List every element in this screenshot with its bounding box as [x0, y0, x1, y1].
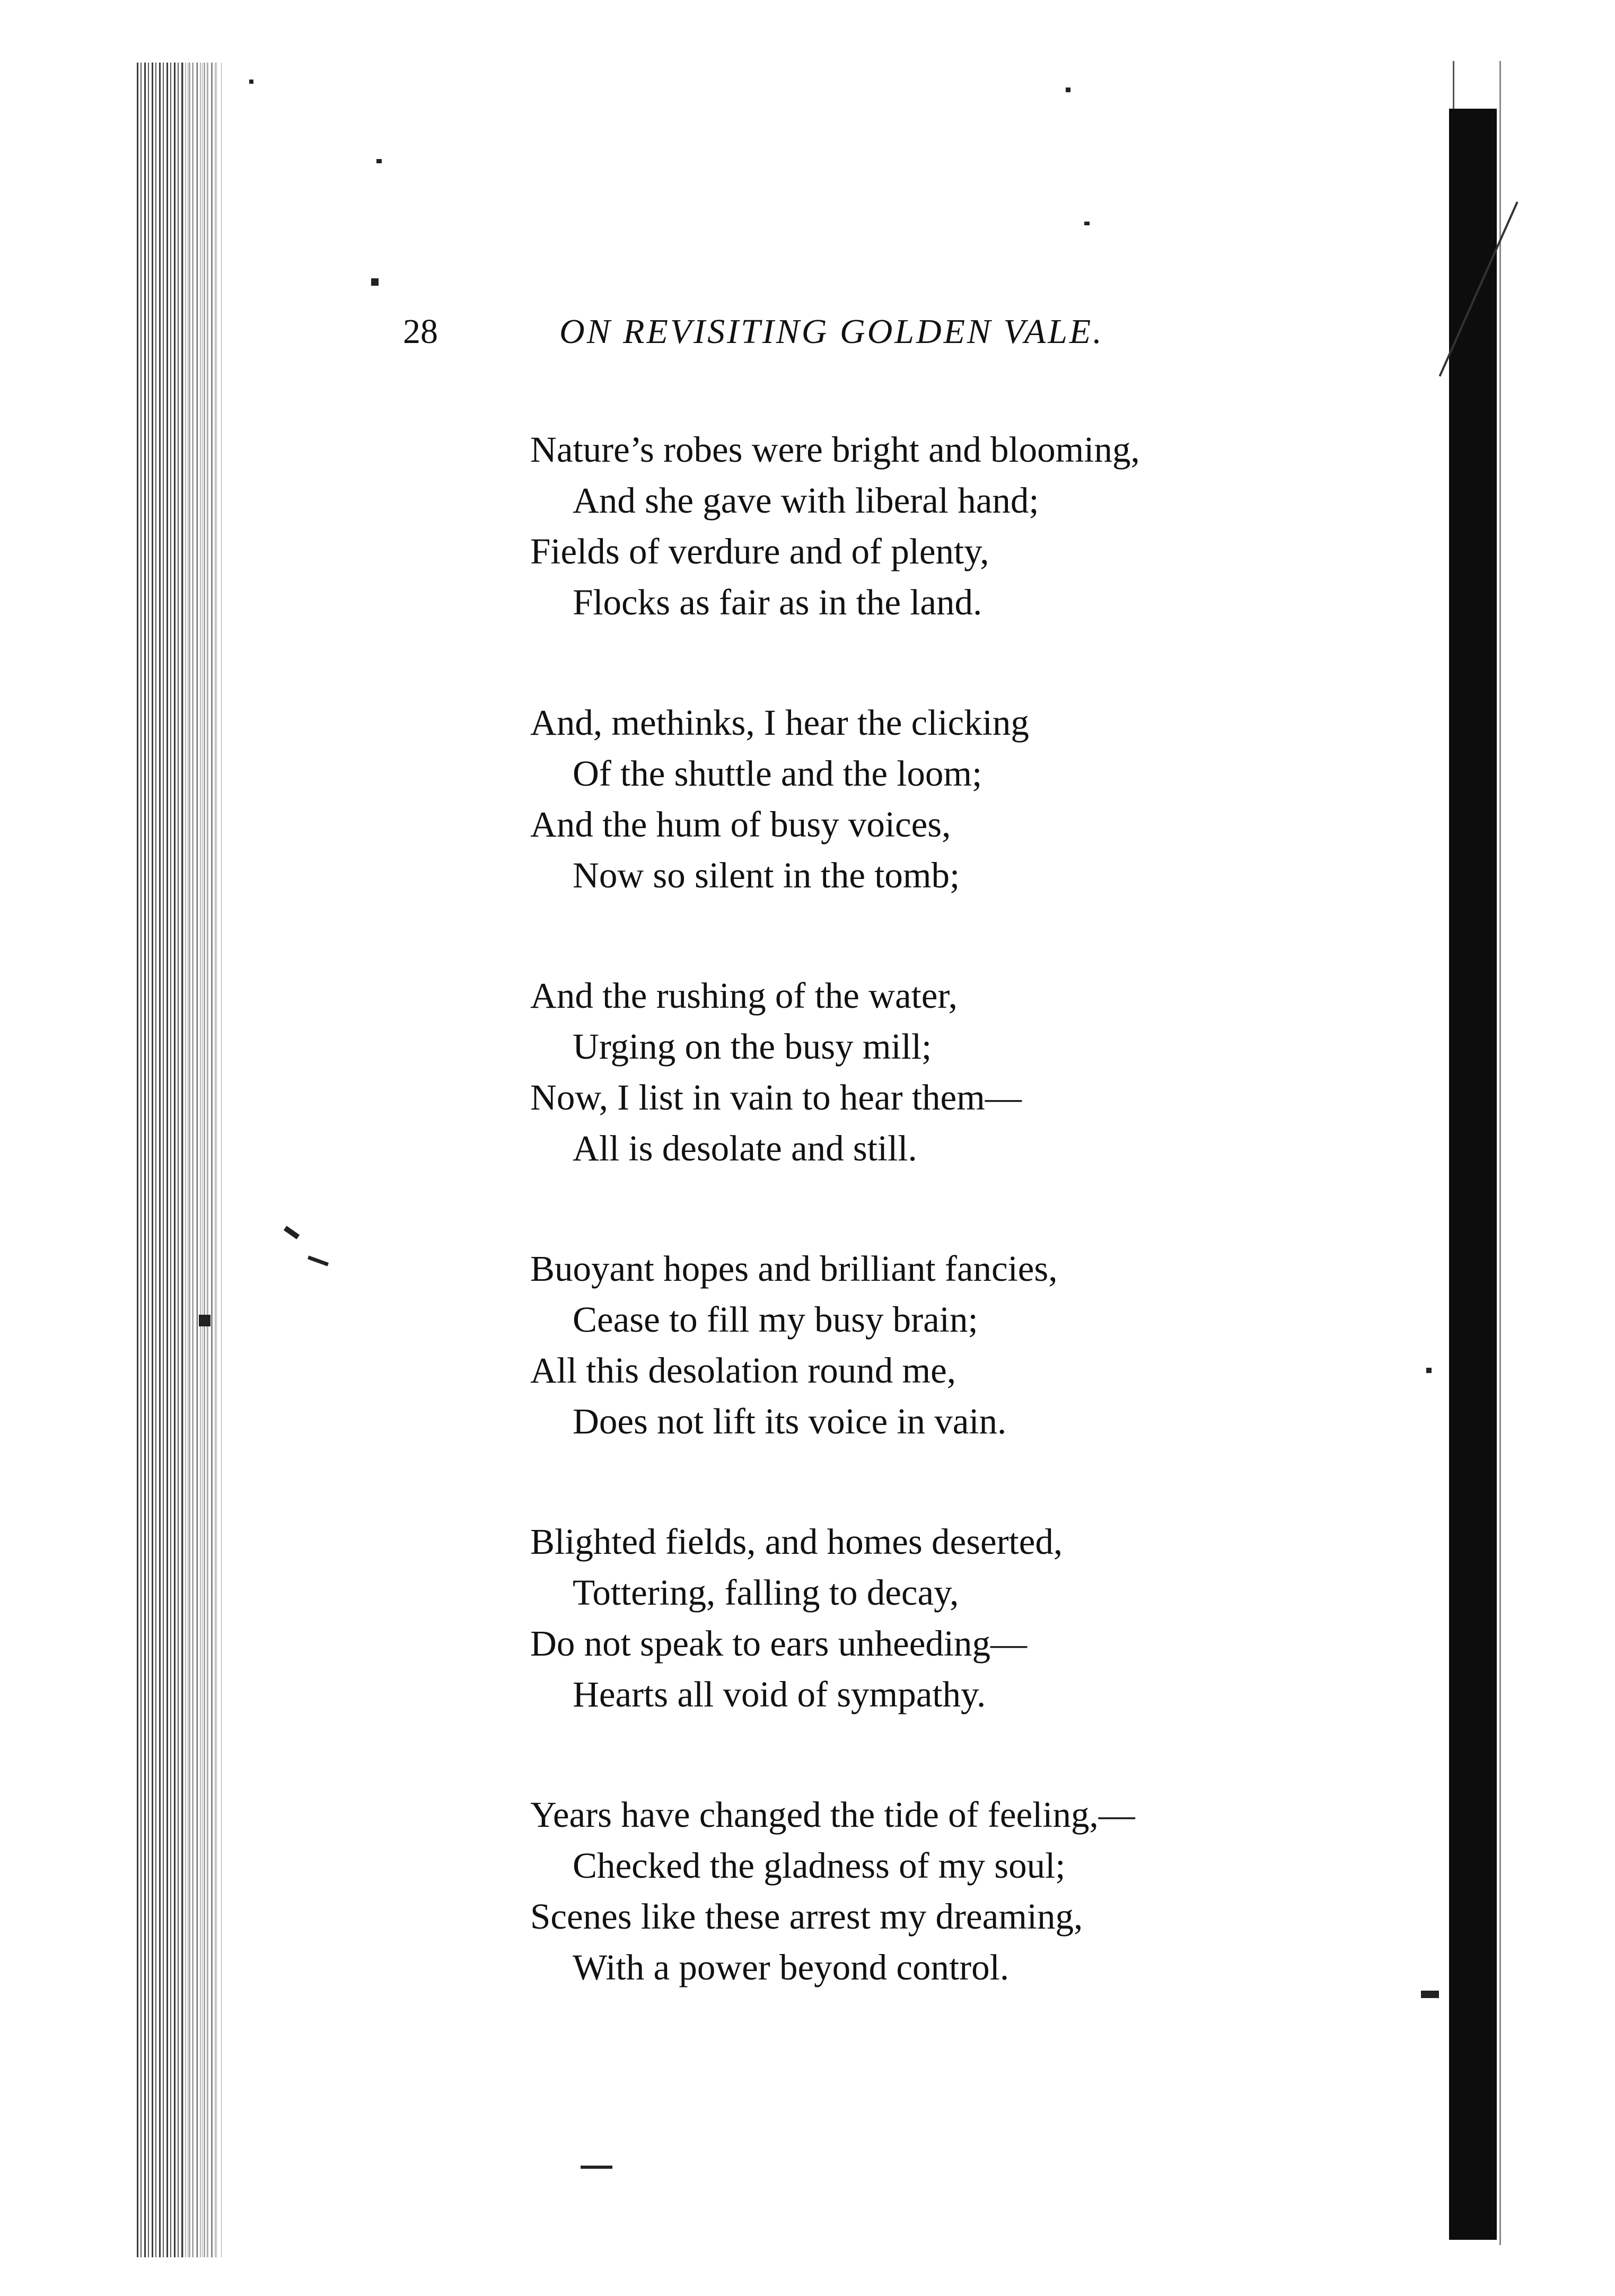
right-binding-bar: [1449, 109, 1497, 2240]
poem-line: Does not lift its voice in vain.: [573, 1401, 1007, 1441]
poem-line: Now so silent in the tomb;: [573, 855, 960, 895]
page-number: 28: [403, 312, 438, 351]
poem-line: Flocks as fair as in the land.: [573, 582, 982, 622]
poem-line: Do not speak to ears unheeding—: [530, 1623, 1028, 1664]
poem-line: Hearts all void of sympathy.: [573, 1674, 986, 1714]
poem-line: Buoyant hopes and brilliant fancies,: [530, 1248, 1058, 1289]
speck: [371, 278, 379, 286]
speck: [284, 1226, 300, 1239]
stanza: [530, 1243, 1299, 1447]
right-edge-line: [1499, 61, 1501, 2245]
right-edge-thin-line: [1453, 61, 1454, 111]
speck: [1426, 1368, 1432, 1373]
speck: [308, 1255, 329, 1266]
poem-line: All this desolation round me,: [530, 1350, 956, 1391]
poem-line: Checked the gladness of my soul;: [573, 1845, 1066, 1886]
poem-line: With a power beyond control.: [573, 1947, 1010, 1987]
speck: [376, 159, 382, 163]
stanza: [530, 1516, 1299, 1720]
speck: [1421, 1991, 1439, 1998]
poem-line: Urging on the busy mill;: [573, 1026, 932, 1067]
left-binding-shadow: [183, 63, 225, 2257]
speck: [1084, 222, 1090, 225]
running-header: [403, 312, 1241, 359]
poem-line: Of the shuttle and the loom;: [573, 753, 982, 794]
poem-line: Nature’s robes were bright and blooming,: [530, 429, 1140, 470]
stanza: [530, 1789, 1299, 1993]
poem-line: Years have changed the tide of feeling,—: [530, 1794, 1135, 1835]
poem-line: And, methinks, I hear the clicking: [530, 702, 1029, 743]
speck: [1066, 87, 1070, 92]
stanza: [530, 697, 1299, 901]
poem-line: Scenes like these arrest my dreaming,: [530, 1896, 1083, 1937]
poem-line: Fields of verdure and of plenty,: [530, 531, 989, 571]
speck: [249, 80, 253, 84]
poem-line: And she gave with liberal hand;: [573, 480, 1039, 521]
stanza: [530, 424, 1299, 628]
stanza: [530, 970, 1299, 1174]
poem-line: Cease to fill my busy brain;: [573, 1299, 978, 1340]
poem-line: Blighted fields, and homes deserted,: [530, 1521, 1063, 1562]
speck: [581, 2166, 612, 2169]
poem-line: And the rushing of the water,: [530, 975, 958, 1016]
poem-line: And the hum of busy voices,: [530, 804, 951, 844]
poem-line: All is desolate and still.: [573, 1128, 917, 1168]
poem-line: Now, I list in vain to hear them—: [530, 1077, 1022, 1118]
running-title: ON REVISITING GOLDEN VALE.: [559, 312, 1104, 351]
speck: [199, 1315, 210, 1326]
poem-line: Tottering, falling to decay,: [573, 1572, 959, 1613]
